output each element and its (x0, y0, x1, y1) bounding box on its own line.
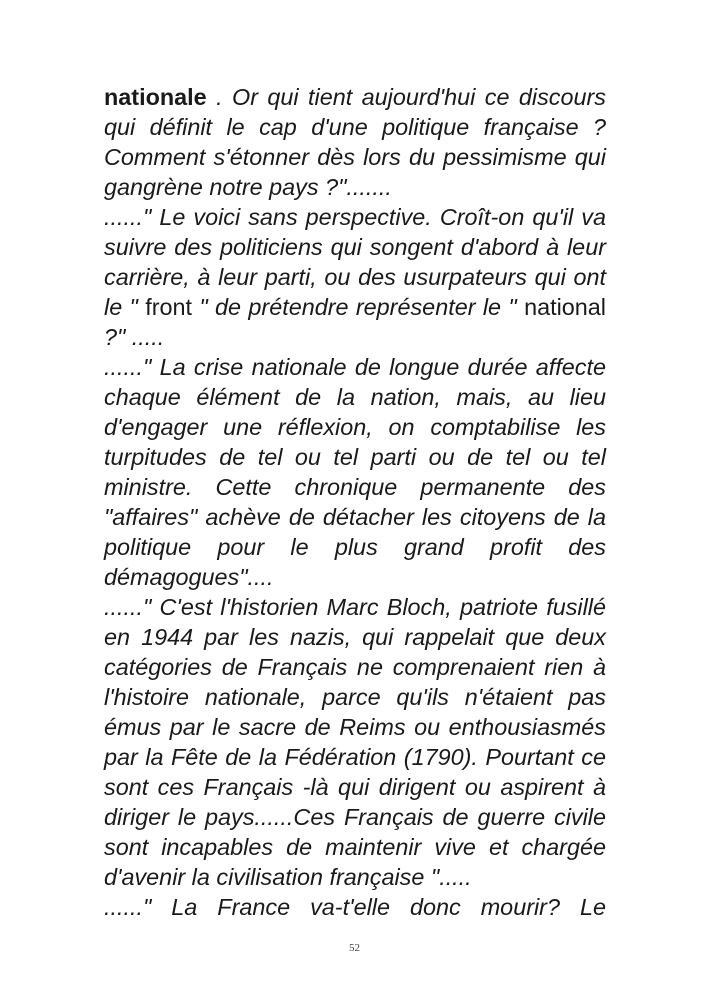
text-line: ......" Le voici sans perspective. Croît-on qu'il va (104, 204, 606, 230)
page-number: 52 (349, 942, 360, 954)
text-line: gangrène notre pays ?"....... (104, 174, 392, 200)
text-line: le " front " de prétendre représenter le " national (104, 294, 606, 320)
text-line: qui définit le cap d'une politique française ? (104, 114, 606, 140)
text-line: chaque élément de la nation, mais, au lieu (104, 384, 606, 410)
text-line: par la Fête de la Fédération (1790). Pourtant ce (104, 744, 606, 770)
text-line: ......" C'est l'historien Marc Bloch, patriote fusillé (104, 594, 606, 620)
text-line: catégories de Français ne comprenaient rien à (104, 654, 606, 680)
bold-word: nationale (104, 84, 207, 110)
text-line: suivre des politiciens qui songent d'abord à leur (104, 234, 606, 260)
text-line: en 1944 par les nazis, qui rappelait que deux (104, 624, 606, 650)
text-line: politique pour le plus grand profit des (104, 534, 606, 560)
text-line: ......" La crise nationale de longue durée affecte (104, 354, 606, 380)
text-line: d'avenir la civilisation française "..... (104, 864, 472, 890)
text-line: sont ces Français -là qui dirigent ou aspirent à (104, 774, 606, 800)
text-line: turpitudes de tel ou tel parti ou de tel ou tel (104, 444, 606, 470)
text-line: ?" ..... (104, 324, 165, 350)
text-line: carrière, à leur parti, ou des usurpateurs qui ont (104, 264, 606, 290)
text-line: diriger le pays......Ces Français de guerre civile (104, 804, 606, 830)
text-line: nationale . Or qui tient aujourd'hui ce discours (104, 84, 606, 110)
text-line: émus par le sacre de Reims ou enthousiasmés (104, 714, 606, 740)
text-line: sont incapables de maintenir vive et chargée (104, 834, 606, 860)
body-text (104, 82, 606, 922)
text-line: démagogues".... (104, 564, 274, 590)
text-line: d'engager une réflexion, on comptabilise les (104, 414, 606, 440)
text-line: ......" La France va-t'elle donc mourir? Le (104, 894, 606, 920)
text-line: ministre. Cette chronique permanente des (104, 474, 606, 500)
text-line: Comment s'étonner dès lors du pessimisme qui (104, 144, 606, 170)
text-line: "affaires" achève de détacher les citoyens de la (104, 504, 606, 530)
text-line: l'histoire nationale, parce qu'ils n'étaient pas (104, 684, 606, 710)
